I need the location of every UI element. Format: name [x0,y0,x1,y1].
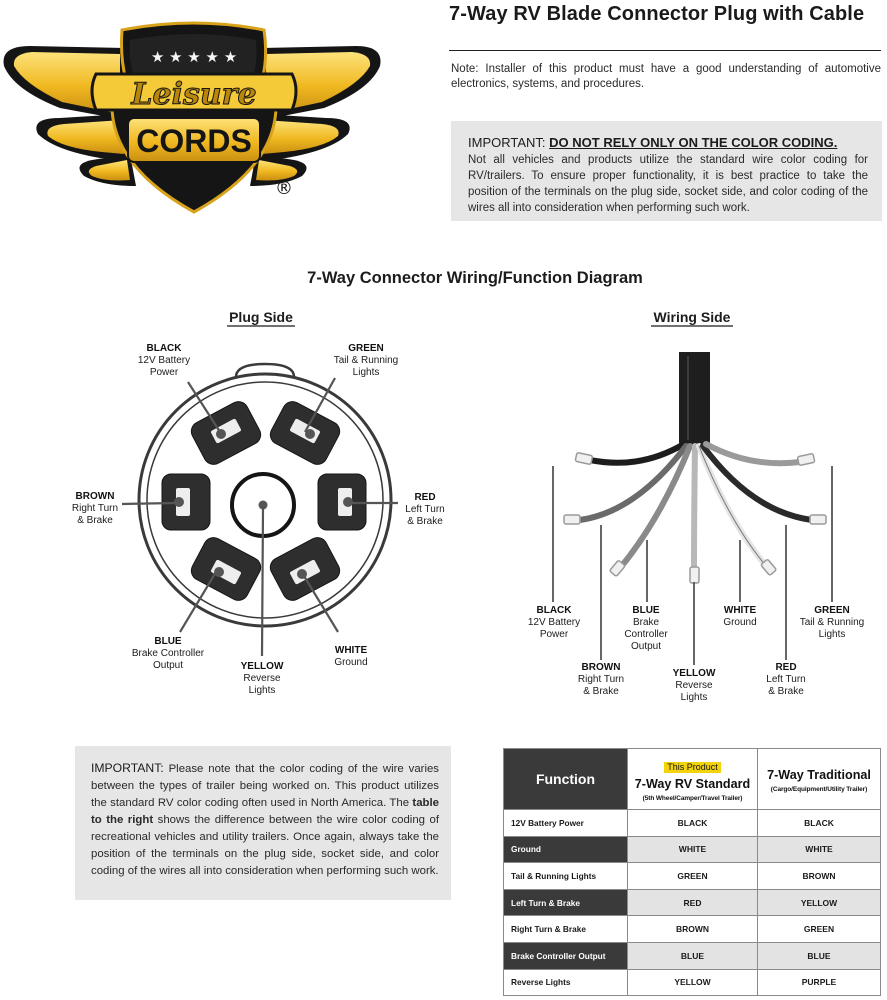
plug-label-yellow-line1: Reverse [243,673,281,684]
important-label: IMPORTANT: [468,135,546,150]
rv-standard-subtitle: (5th Wheel/Camper/Travel Trailer) [642,794,743,802]
traditional-color-cell: BLUE [758,942,881,969]
wiring-label-blue-line2: Controller [624,629,668,640]
wiring-label-blue-color: BLUE [632,605,660,616]
function-cell: Left Turn & Brake [504,889,628,916]
installer-note: Note: Installer of this product must have a good understanding of automotive electronics, systems, and procedures. [451,63,881,90]
important-body: Not all vehicles and products utilize the standard wire color coding for RV/trailers. To ensure proper functionality, it is best practice to take the position of the terminals on the plug side, socket side, and color coding of the wires all into consideration when performing such work. [468,154,868,214]
registered-mark: ® [275,178,293,199]
table-row [504,942,881,969]
function-cell: Right Turn & Brake [504,916,628,943]
traditional-name: 7-Way Traditional [767,767,871,782]
plug-label-black [138,343,190,378]
plug-label-white-color: WHITE [334,645,368,656]
this-product-badge: This Product [664,762,721,773]
wiring-label-blue-line1: Brake [632,617,660,628]
plug-label-black-color: BLACK [146,343,182,354]
wiring-side-diagram [528,309,864,703]
plug-label-green-color: GREEN [348,343,384,354]
traditional-color-cell: PURPLE [758,969,881,996]
function-cell: 12V Battery Power [504,810,628,837]
logo-block-text: CORDS [136,123,252,159]
title-divider [449,50,881,51]
standard-color-cell: WHITE [628,836,758,863]
diagram-title: 7-Way Connector Wiring/Function Diagram [307,269,643,287]
cable-jacket [679,352,710,446]
wire-green [706,444,800,463]
important-lead [468,135,868,150]
table-row [504,863,881,890]
wiring-label-blue-line3: Output [630,641,662,652]
wiring-label-green [800,605,864,640]
important-bottom-emphasis: table to the right [91,797,439,826]
wiring-label-green-color: GREEN [814,605,850,616]
plug-label-blue [132,636,205,671]
table-row [504,810,881,837]
wiring-label-brown-color: BROWN [581,662,621,673]
plug-label-white-line1: Ground [334,657,368,668]
wiring-label-yellow-line1: Reverse [675,680,713,691]
plug-label-blue-line2: Output [152,660,184,671]
plug-label-blue-line1: Brake Controller [131,648,205,659]
table-row [504,969,881,996]
wiring-label-green-line1: Tail & Running [799,617,865,628]
traditional-color-cell: WHITE [758,836,881,863]
plug-side-diagram [72,309,445,696]
leisure-cords-logo [0,18,385,218]
function-column-header: Function [504,749,628,810]
table-row [504,916,881,943]
color-coding-table [503,748,881,996]
function-cell: Tail & Running Lights [504,863,628,890]
stars-graphic [151,48,237,66]
wire-brown [580,446,686,520]
plug-label-yellow-line2: Lights [248,685,276,696]
standard-color-cell: YELLOW [628,969,758,996]
wiring-label-yellow [673,668,716,703]
wiring-label-brown-line1: Right Turn [577,674,625,685]
wiring-label-brown [578,662,624,697]
plug-label-yellow [241,661,284,696]
traditional-subtitle: (Cargo/Equipment/Utility Trailer) [770,785,868,793]
traditional-color-cell: BLACK [758,810,881,837]
traditional-color-cell: GREEN [758,916,881,943]
wiring-label-white-line1: Ground [723,617,757,628]
important-bottom-text-before: Please note that the color coding of the wire varies between the types of trailer being worked on. This product utilizes the standard RV color coding often used in North America. The [91,763,440,809]
wire-black [590,444,684,463]
traditional-color-cell: BROWN [758,863,881,890]
wiring-label-red-line2: & Brake [768,686,804,697]
plug-label-red-line1: Left Turn [405,504,445,515]
standard-color-cell: BLACK [628,810,758,837]
standard-color-cell: RED [628,889,758,916]
plug-label-white [334,645,367,668]
wiring-label-black-line1: 12V Battery [527,617,581,628]
plug-label-green [334,343,398,378]
important-bottom-text-after: shows the difference between the wire color coding of recreational vehicles and utility trailers. Once again, always take the position of the terminals on the plug side, socket side, and color coding of the wires all into consideration when performing such work. [91,814,439,877]
wiring-side-heading: Wiring Side [653,309,731,325]
plug-label-brown-line1: Right Turn [71,503,119,514]
standard-color-cell: BROWN [628,916,758,943]
rv-standard-name: 7-Way RV Standard [634,776,751,791]
wiring-label-black-line2: Power [539,629,569,640]
important-notice-top [451,121,882,221]
plug-label-brown [72,491,118,526]
plug-label-black-line2: Power [149,367,179,378]
wiring-label-brown-line2: & Brake [583,686,619,697]
standard-color-cell: GREEN [628,863,758,890]
table-header-row [504,749,881,810]
plug-label-green-line2: Lights [352,367,380,378]
function-cell: Ground [504,836,628,863]
wire-yellow [694,446,695,568]
wiring-label-blue [624,605,668,652]
table-row [504,889,881,916]
wiring-label-black [528,605,580,640]
plug-label-blue-color: BLUE [154,636,182,647]
plug-label-red-color: RED [414,492,436,503]
wiring-label-yellow-line2: Lights [680,692,708,703]
traditional-color-cell: YELLOW [758,889,881,916]
wiring-label-red-color: RED [775,662,797,673]
standard-color-cell: BLUE [628,942,758,969]
wiring-label-white [723,605,756,628]
important-emphasis: DO NOT RELY ONLY ON THE COLOR CODING. [549,135,838,150]
wiring-label-black-color: BLACK [536,605,572,616]
plug-label-black-line1: 12V Battery [137,355,191,366]
function-cell: Reverse Lights [504,969,628,996]
plug-side-heading: Plug Side [229,309,293,325]
important-notice-bottom [75,746,451,900]
plug-label-brown-color: BROWN [75,491,115,502]
logo-script-text: Leisure [131,77,257,112]
plug-label-red-line2: & Brake [407,516,443,527]
plug-label-green-line1: Tail & Running [333,355,399,366]
wiring-label-red [766,662,805,697]
plug-label-brown-line2: & Brake [77,515,113,526]
wiring-label-red-line1: Left Turn [766,674,806,685]
rv-standard-column-header [628,749,758,810]
plug-label-red [405,492,444,527]
wiring-label-green-line2: Lights [818,629,846,640]
wiring-label-white-color: WHITE [723,605,757,616]
svg-text:★ ★ ★ ★ ★: ★ ★ ★ ★ ★ [150,48,238,66]
important-bottom-label: IMPORTANT: [91,761,164,775]
wiring-label-yellow-color: YELLOW [672,668,716,679]
traditional-column-header [758,749,881,810]
wiring-diagram [0,300,887,720]
table-row [504,836,881,863]
plug-label-yellow-color: YELLOW [240,661,284,672]
wire-red [703,446,812,520]
function-cell: Brake Controller Output [504,942,628,969]
page-title: 7-Way RV Blade Connector Plug with Cable [449,3,865,25]
